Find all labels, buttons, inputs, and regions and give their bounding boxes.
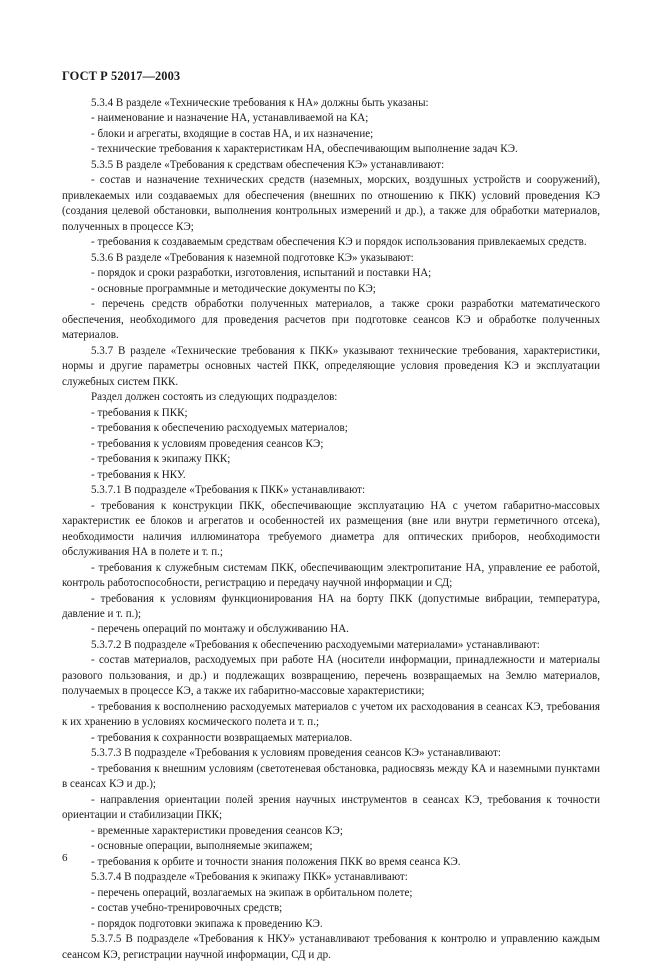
paragraph: - требования к создаваемым средствам обеспечения КЭ и порядок использования привлекаемых средств. — [91, 236, 587, 249]
paragraph: - требования к служебным системам ПКК, обеспечивающим электропитание НА, управление ее работой, контроль работоспособности, регистрацию и передачу научной информации и СД; — [62, 561, 600, 590]
paragraph: - состав и назначение технических средств (наземных, морских, воздушных устройств и сооружений), привлекаемых или создаваемых для обеспечения (внешних по отношению к ПКК) условий проведения КЭ (создания целевой обстановки, выполнения контрольных измерений и др.), а также для обработки материалов, полученных в процессе КЭ; — [62, 174, 600, 233]
paragraph: - требования к НКУ. — [91, 468, 186, 481]
paragraph: - требования к обеспечению расходуемых материалов; — [91, 422, 348, 435]
paragraph: - блоки и агрегаты, входящие в состав НА, и их назначение; — [91, 127, 374, 140]
paragraph: - требования к условиям проведения сеансов КЭ; — [91, 437, 324, 450]
paragraph: - состав материалов, расходуемых при работе НА (носители информации, принадлежности и материалы разового пользования, и др.) и подлежащих возвращению, перечень возвращаемых на Землю материалов, получаемых в процессе КЭ, а также их габаритно-массовые характеристики; — [62, 654, 600, 698]
paragraph: - требования к конструкции ПКК, обеспечивающие эксплуатацию НА с учетом габаритно-массовых характеристик ее блоков и агрегатов и особенностей их размещения (вне или внутри герметичного отсека), необходимости наличия иллюминатора требуемого диаметра для оптических приборов, необходимости обслуживания НА в полете и т. п.; — [62, 499, 600, 559]
paragraph: - основные программные и методические документы по КЭ; — [91, 282, 376, 295]
paragraph: - основные операции, выполняемые экипажем; — [91, 840, 313, 853]
paragraph: - требования к экипажу ПКК; — [91, 453, 231, 466]
paragraph: - требования к восполнению расходуемых материалов с учетом их расходования в сеансах КЭ, требования к их хранению в условиях космического полета и т. п.; — [62, 700, 600, 729]
paragraph: Раздел должен состоять из следующих подразделов: — [91, 391, 338, 404]
paragraph: - требования к орбите и точности знания положения ПКК во время сеанса КЭ. — [91, 855, 461, 868]
paragraph: 5.3.7.4 В подразделе «Требования к экипажу ПКК» устанавливают: — [91, 871, 408, 884]
document-body — [62, 96, 600, 963]
paragraph: - порядок подготовки экипажа к проведению КЭ. — [91, 917, 323, 930]
paragraph: 5.3.7.3 В подразделе «Требования к условиям проведения сеансов КЭ» устанавливают: — [91, 747, 501, 760]
paragraph: - наименование и назначение НА, устанавливаемой на КА; — [91, 112, 369, 125]
paragraph: 5.3.5 В разделе «Требования к средствам обеспечения КЭ» устанавливают: — [91, 158, 445, 171]
paragraph: - требования к условиям функционирования НА на борту ПКК (допустимые вибрации, температура, давление и т. п.); — [62, 592, 600, 620]
paragraph: - требования к внешним условиям (светотеневая обстановка, радиосвязь между КА и наземными пунктами в сеансах КЭ и др.); — [62, 762, 600, 791]
paragraph: - временные характеристики проведения сеансов КЭ; — [91, 824, 343, 837]
paragraph: 5.3.7.1 В подразделе «Требования к ПКК» устанавливают: — [91, 484, 366, 497]
paragraph: - состав учебно-тренировочных средств; — [91, 902, 283, 915]
paragraph: - технические требования к характеристикам НА, обеспечивающим выполнение задач КЭ. — [91, 143, 518, 156]
paragraph: - перечень операций по монтажу и обслуживанию НА. — [91, 623, 349, 636]
paragraph: - перечень операций, возлагаемых на экипаж в орбитальном полете; — [91, 886, 413, 899]
paragraph: 5.3.6 В разделе «Требования к наземной подготовке КЭ» указывают: — [91, 251, 414, 264]
paragraph: - порядок и сроки разработки, изготовления, испытаний и поставки НА; — [91, 267, 432, 280]
document-header: ГОСТ Р 52017—2003 — [62, 69, 181, 83]
paragraph: 5.3.7 В разделе «Технические требования к ПКК» указывают технические требования, характеристики, нормы и другие параметры основных частей ПКК, определяющие условия проведения КЭ и эксплуатации служебных систем ПКК. — [62, 344, 600, 388]
paragraph: - направления ориентации полей зрения научных инструментов в сеансах КЭ, требования к точности ориентации и стабилизации ПКК; — [62, 793, 600, 822]
paragraph: - требования к ПКК; — [91, 406, 188, 419]
paragraph: 5.3.4 В разделе «Технические требования к НА» должны быть указаны: — [91, 97, 429, 109]
paragraph: 5.3.7.2 В подразделе «Требования к обеспечению расходуемыми материалами» устанавливают: — [91, 638, 540, 651]
paragraph: - требования к сохранности возвращаемых материалов. — [91, 731, 353, 744]
page-number: 6 — [62, 852, 68, 864]
paragraph: - перечень средств обработки полученных материалов, а также сроки разработки математического обеспечения, необходимого для проведения расчетов при подготовке сеансов КЭ и обработке полученных материалов. — [62, 298, 600, 342]
paragraph: 5.3.7.5 В подразделе «Требования к НКУ» устанавливают требования к контролю и управлению каждым сеансом КЭ, регистрации научной информации, СД и др. — [62, 933, 600, 961]
